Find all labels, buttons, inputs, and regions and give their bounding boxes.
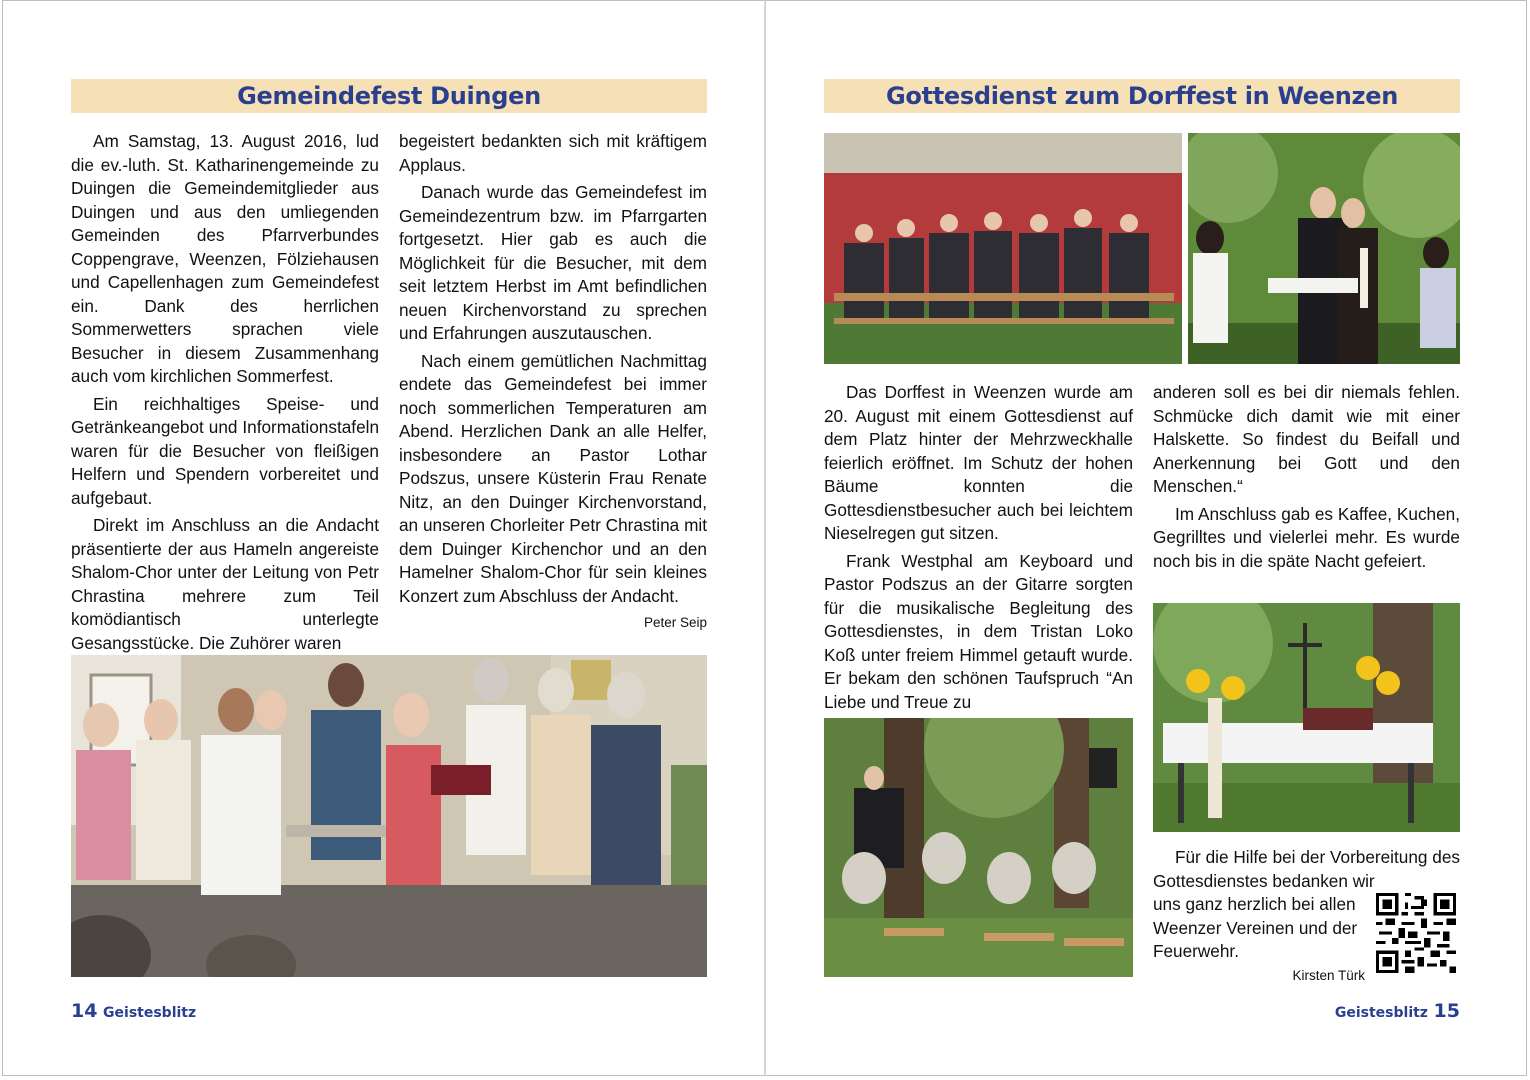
paragraph: begeistert bedankten sich mit kräftigem Applaus. [399, 131, 707, 175]
right-page-title: Gottesdienst zum Dorffest in Weenzen [886, 82, 1398, 110]
left-column-2 [399, 130, 707, 635]
left-column-1 [71, 130, 379, 659]
paragraph: anderen soll es bei dir niemals fehlen. Schmücke dich damit wie mit einer Halskette. So findest du Beifall und Anerkennung bei Gott und den Menschen.“ [1153, 382, 1460, 496]
paragraph-text: Nach einem gemütlichen Nachmittag endete das Gemeindefest bei immer noch sommerlichen Temperaturen am Abend. Herzlichen Dank an alle Helfer, insbesondere an Pastor Lothar Podszus, unsere Küsterin Frau Renate Nitz, an den Duinger Kirchenvorstand, an unseren Chorleiter Petr Chrastina mit dem Duinger Kirchenchor und an den Hamelner Shalom-Chor für sein kleines Konzert zum Abschluss der Andacht. [399, 350, 707, 606]
paragraph: Direkt im Anschluss an die Andacht präsentierte der aus Hameln angereiste Shalom-Chor unter der Leitung von Petr Chrastina mehrere zum Teil komödiantisch unterlegte Gesangsstücke. Die Zuhörer waren [71, 515, 379, 653]
page-number: 15 [1433, 1000, 1460, 1022]
right-title-bar [824, 79, 1460, 113]
paragraph: Im Anschluss gab es Kaffee, Kuchen, Gegrilltes und vielerlei mehr. Es wurde noch bis in die späte Nacht gefeiert. [1153, 503, 1460, 571]
page-number: 14 [71, 1000, 98, 1022]
thanks-note [1153, 846, 1460, 897]
magazine-name: Geistesblitz [103, 1005, 197, 1021]
thanks-lead: Für die Hilfe bei der Vorbereitung des Gottesdienstes bedanken wir [1153, 847, 1460, 891]
magazine-name: Geistesblitz [1334, 1005, 1428, 1021]
paragraph: Frank Westphal am Keyboard und Pastor Podszus an der Gitarre sorgten für die musikalische Begleitung des Gottesdienstes, in dem Tristan Loko Koß unter freiem Himmel getauft wurde. Er bekam den schönen Taufspruch “An Liebe und Treue zu [824, 550, 1133, 712]
right-footer [1335, 1000, 1460, 1022]
paragraph: Danach wurde das Gemeindefest im Gemeindezentrum bzw. im Pfarrgarten fortgesetzt. Hier gab es auch die Möglichkeit für die Besucher, mit dem seit letztem Herbst im Amt befindlichen neuen Kirchenvorstand zu sprechen und Erfahrungen auszutauschen. [399, 182, 707, 343]
right-column-1 [824, 381, 1133, 718]
author-signature: Peter Seip [643, 615, 707, 630]
left-page-title: Gemeindefest Duingen [237, 82, 541, 110]
paragraph: Das Dorffest in Weenzen wurde am 20. August mit einem Gottesdienst auf dem Platz hinter der Mehrzweckhalle feierlich eröffnet. Im Schutz der hohen Bäume konnten die Gottesdienstbesucher auch bei leichtem Nieselregen gut sitzen. [824, 382, 1133, 543]
paragraph: Ein reichhaltiges Speise- und Getränkeangebot und Informationstafeln waren für die Besucher von fleißigen Helfern und Spendern vorbereitet und aufgebaut. [71, 393, 379, 508]
right-column-2 [1153, 381, 1460, 577]
left-title-bar [71, 79, 707, 113]
left-footer [71, 1000, 196, 1022]
thanks-rest [1153, 893, 1365, 991]
author-signature: Kirsten Türk [1292, 967, 1365, 983]
thanks-text: uns ganz herzlich bei allen Weenzer Vereinen und der Feuerwehr. [1153, 894, 1358, 961]
paragraph [399, 350, 707, 630]
choir-photo [71, 655, 707, 977]
paragraph: Am Samstag, 13. August 2016, lud die ev.-luth. St. Katharinengemeinde zu Duingen die Gemeindemitglieder aus Duingen und aus den umliegenden Gemeinden des Pfarrverbundes Coppengrave, Weenzen, Fölziehausen und Capellenhagen zum Gemeindefest ein. Dank des herrlichen Sommerwetters sprachen viele Besucher in diesem Zusammenhang auch vom kirchlichen Sommerfest. [71, 131, 379, 386]
altar-photo [1153, 603, 1460, 832]
congregation-photo [824, 133, 1182, 364]
page-gutter [764, 0, 765, 1076]
qr-code-icon [1376, 893, 1456, 973]
outdoor-service-photo [824, 718, 1133, 977]
baptism-photo [1188, 133, 1460, 364]
